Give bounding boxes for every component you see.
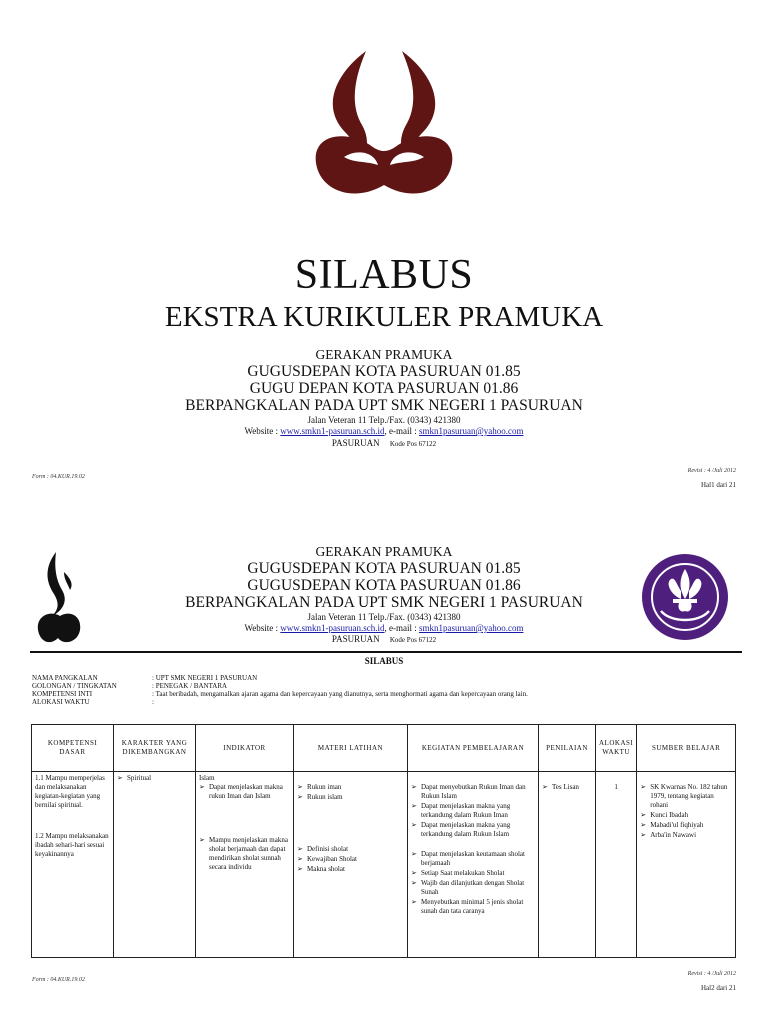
p2-postcode: Kode Pos 67122 bbox=[389, 636, 437, 644]
meta-table bbox=[32, 674, 530, 706]
email-link[interactable]: smkn1pasuruan@yahoo.com bbox=[418, 426, 524, 436]
col-header: ALOKASI WAKTU bbox=[596, 725, 637, 772]
col-header: INDIKATOR bbox=[196, 725, 294, 772]
kd-cell bbox=[32, 772, 114, 958]
table-row bbox=[32, 772, 736, 958]
meta-value: : Taat beribadah, mengamalkan ajaran agama dan kepercayaan yang dianutnya, serta menghormati agama dan kepercayaan orang lain. bbox=[152, 690, 528, 698]
cover-line1: GUGUSDEPAN KOTA PASURUAN 01.85 bbox=[247, 363, 521, 380]
p2-address: Jalan Veteran 11 Telp./Fax. (0343) 421380 bbox=[307, 612, 461, 622]
tunas-kelapa-logo bbox=[304, 45, 464, 205]
indikator-item: ➢ Mampu menjelaskan makna sholat berjamaah dan dapat mendirikan sholat sunnah secara individu bbox=[199, 836, 290, 872]
p2-website-link[interactable]: www.smkn1-pasuruan.sch.id bbox=[280, 623, 385, 633]
kegiatan-item: ➢ Dapat menjelaskan makna yang terkandung dalam Rukun Islam bbox=[411, 821, 535, 839]
penilaian-cell bbox=[539, 772, 596, 958]
meta-value: : PENEGAK / BANTARA bbox=[152, 682, 228, 690]
meta-row bbox=[32, 682, 530, 690]
p2-city-line bbox=[0, 633, 768, 646]
meta-label: ALOKASI WAKTU bbox=[32, 698, 90, 706]
footer2-page: Hal2 dari 21 bbox=[701, 984, 736, 992]
col-header: KOMPETENSI DASAR bbox=[32, 725, 114, 772]
sumber-item: ➢ SK Kwarnas No. 182 tahun 1979, tentang kegiatan rohani bbox=[640, 783, 732, 810]
cover-subtitle: EKSTRA KURIKULER PRAMUKA bbox=[164, 301, 604, 333]
footer1-revisi: Revisi : 4 /Juli 2012 bbox=[687, 468, 736, 474]
indikator-cell bbox=[196, 772, 294, 958]
p2-city: PASURUAN bbox=[331, 634, 380, 644]
p2-org: GERAKAN PRAMUKA bbox=[315, 544, 453, 559]
meta-row bbox=[32, 690, 530, 698]
kegiatan-item: ➢ Dapat menjelaskan makna yang terkandung dalam Rukun Iman bbox=[411, 802, 535, 820]
cover-web-line bbox=[0, 425, 768, 437]
kd-1: 1.1 Mampu memperjelas dan melaksanakan kegiatan-kegiatan yang bernilai spiritual. bbox=[35, 774, 105, 809]
cover-city-line bbox=[0, 437, 768, 450]
meta-label: KOMPETENSI INTI bbox=[32, 690, 93, 698]
cover-org: GERAKAN PRAMUKA bbox=[315, 347, 453, 362]
email-label: , e-mail : bbox=[384, 426, 417, 436]
penilaian-item: ➢ Tes Lisan bbox=[542, 783, 592, 792]
meta-row bbox=[32, 698, 530, 706]
footer1-form: Form : 04.KUR.19.02 bbox=[32, 474, 85, 480]
karakter-item: ➢ Spiritual bbox=[117, 774, 192, 783]
col-header: KEGIATAN PEMBELAJARAN bbox=[408, 725, 539, 772]
website-link[interactable]: www.smkn1-pasuruan.sch.id bbox=[280, 426, 385, 436]
p2-website-label: Website : bbox=[244, 623, 279, 633]
header-divider bbox=[30, 651, 742, 653]
col-header: MATERI LATIHAN bbox=[294, 725, 408, 772]
meta-row bbox=[32, 674, 530, 682]
indikator-top: Islam bbox=[199, 774, 215, 782]
kegiatan-item: ➢ Setiap Saat melakukan Sholat bbox=[411, 869, 535, 878]
footer2-form: Form : 04.KUR.19.02 bbox=[32, 977, 85, 983]
karakter-cell bbox=[114, 772, 196, 958]
alokasi-cell bbox=[596, 772, 637, 958]
sumber-item: ➢ Mabadi'ul fiqhiyah bbox=[640, 821, 732, 830]
section-title: SILABUS bbox=[364, 656, 404, 666]
materi-item: ➢ Rukun islam bbox=[297, 793, 404, 802]
postcode: Kode Pos 67122 bbox=[389, 440, 437, 448]
sumber-cell bbox=[637, 772, 736, 958]
materi-cell bbox=[294, 772, 408, 958]
footer2-revisi: Revisi : 4 /Juli 2012 bbox=[687, 971, 736, 977]
indikator-item: ➢ Dapat menjelaskan makna rukun Iman dan Islam bbox=[199, 783, 290, 801]
cover-line2: GUGU DEPAN KOTA PASURUAN 01.86 bbox=[249, 380, 519, 397]
materi-item: ➢ Rukun iman bbox=[297, 783, 404, 792]
syllabus-table bbox=[31, 724, 736, 958]
kegiatan-item: ➢ Menyebutkan minimal 5 jenis sholat sunah dan tata caranya bbox=[411, 898, 535, 916]
meta-value: : UPT SMK NEGERI 1 PASURUAN bbox=[152, 674, 258, 682]
kegiatan-item: ➢ Dapat menjelaskan keutamaan sholat berjamaah bbox=[411, 850, 535, 868]
meta-label: NAMA PANGKALAN bbox=[32, 674, 98, 682]
p2-email-link[interactable]: smkn1pasuruan@yahoo.com bbox=[418, 623, 524, 633]
cover-address: Jalan Veteran 11 Telp./Fax. (0343) 421380 bbox=[307, 415, 461, 425]
kd-2: 1.2 Mampu melaksanakan ibadah sehari-hari sesuai keyakinannya bbox=[35, 832, 109, 858]
p2-email-label: , e-mail : bbox=[384, 623, 417, 633]
footer1-page: Hal1 dari 21 bbox=[701, 481, 736, 489]
alokasi-value: 1 bbox=[614, 783, 618, 791]
website-label: Website : bbox=[244, 426, 279, 436]
city: PASURUAN bbox=[331, 438, 380, 448]
table-header-row bbox=[32, 725, 736, 772]
col-header: PENILAIAN bbox=[539, 725, 596, 772]
materi-item: ➢ Definisi sholat bbox=[297, 845, 404, 854]
meta-value: : bbox=[152, 698, 154, 706]
materi-item: ➢ Makna sholat bbox=[297, 865, 404, 874]
kegiatan-item: ➢ Dapat menyebutkan Rukun Iman dan Rukun Islam bbox=[411, 783, 535, 801]
p2-line1: GUGUSDEPAN KOTA PASURUAN 01.85 bbox=[247, 560, 521, 577]
materi-item: ➢ Kewajiban Sholat bbox=[297, 855, 404, 864]
p2-line2: GUGUSDEPAN KOTA PASURUAN 01.86 bbox=[247, 577, 521, 594]
p2-line3: BERPANGKALAN PADA UPT SMK NEGERI 1 PASURUAN bbox=[185, 594, 583, 611]
meta-label: GOLONGAN / TINGKATAN bbox=[32, 682, 117, 690]
sumber-item: ➢ Kunci Ibadah bbox=[640, 811, 732, 820]
kegiatan-item: ➢ Wajib dan dilanjutkan dengan Sholat Sunah bbox=[411, 879, 535, 897]
col-header: KARAKTER YANG DIKEMBANGKAN bbox=[114, 725, 196, 772]
col-header: SUMBER BELAJAR bbox=[637, 725, 736, 772]
cover-line3: BERPANGKALAN PADA UPT SMK NEGERI 1 PASURUAN bbox=[185, 397, 583, 414]
kegiatan-cell bbox=[408, 772, 539, 958]
sumber-item: ➢ Arba'in Nawawi bbox=[640, 831, 732, 840]
cover-title: SILABUS bbox=[294, 252, 474, 298]
